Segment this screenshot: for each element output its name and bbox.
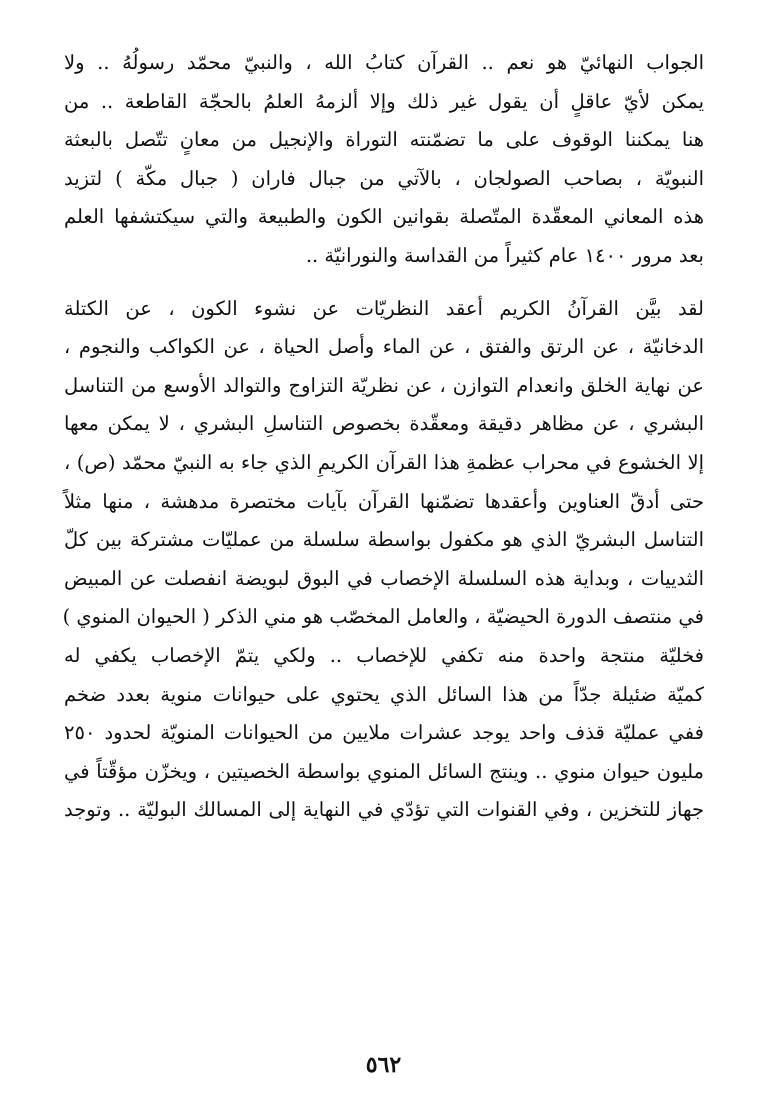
text-line: الجواب النهائيّ هو نعم .. القرآن كتابُ الله ، والنبيّ محمّد رسولُهُ .. ولا bbox=[64, 51, 704, 74]
text-line: في منتصف الدورة الحيضيّة ، والعامل المخصّب هو مني الذكر ( الحيوان المنوي ) bbox=[62, 605, 704, 629]
text-line: الثدييات ، وبداية هذه السلسلة الإخصاب في البوق لبويضة انفصلت عن المبيض bbox=[64, 566, 704, 590]
text-line: عن نهاية الخلق وانعدام التوازن ، عن نظريّة التزاوج والتوالد الأوسع من التناسل bbox=[64, 373, 704, 397]
paragraph-1 bbox=[64, 44, 704, 276]
text-line: لقد بيَّن القرآنُ الكريم أعقد النظريّات عن نشوء الكون ، عن الكتلة bbox=[64, 296, 704, 320]
page-number: ٥٦٢ bbox=[365, 1052, 402, 1078]
text-line: ففي عمليّة قذف واحد يوجد عشرات ملايين من الحيوانات المنويّة لحدود ٢٥٠ bbox=[64, 721, 704, 745]
text-line: هذه المعاني المعقّدة المتّصلة بقوانين الكون والطبيعة والتي سيكتشفها العلم bbox=[64, 205, 704, 229]
text-line: البشري ، عن مظاهر دقيقة ومعقّدة بخصوص التناسلِ البشري ، لا يمكن معها bbox=[64, 412, 704, 436]
text-line: كميّة ضئيلة جدّاً من هذا السائل الذي يحتوي على حيوانات منوية بعدد ضخم bbox=[64, 682, 704, 706]
text-line: جهاز للتخزين ، وفي القنوات التي تؤدّي في النهاية إلى المسالك البوليّة .. وتوجد bbox=[64, 798, 704, 822]
text-line: مليون حيوان منوي .. وينتج السائل المنوي بواسطة الخصيتين ، ويخزّن مؤقّتاً في bbox=[64, 759, 704, 783]
paragraph-2 bbox=[64, 290, 704, 830]
text-line: بعد مرور ١٤٠٠ عام كثيراً من القداسة والنورانيّة .. bbox=[305, 243, 704, 267]
text-line: فخليّة منتجة واحدة منه تكفي للإخصاب .. ولكي يتمّ الإخصاب يكفي له bbox=[64, 643, 704, 667]
text-line: إلا الخشوع في محراب عظمةِ هذا القرآن الكريمِ الذي جاء به النبيّ محمّد (ص) ، bbox=[64, 450, 704, 474]
document-page bbox=[64, 44, 704, 830]
text-line: حتى أدقّ العناوين وأعقدها تضمّنها القرآن بآيات مختصرة مدهشة ، منها مثلاً bbox=[64, 489, 704, 513]
text-line: النبويّة ، بصاحب الصولجان ، بالآتي من جبال فاران ( جبال مكّة ) لتزيد bbox=[64, 166, 704, 190]
text-line: يمكن لأيّ عاقلٍ أن يقول غير ذلك وإلا ألزمهُ العلمُ بالحجّة القاطعة .. من bbox=[64, 89, 704, 113]
text-line: هنا يمكننا الوقوف على ما تضمّنته التوراة والإنجيل من معانٍ تتّصل بالبعثة bbox=[64, 128, 704, 152]
text-line: التناسل البشريّ الذي هو مكفول بواسطة سلسلة من عمليّات مشتركة بين كلّ bbox=[64, 528, 704, 552]
text-line: الدخانيّة ، عن الرتق والفتق ، عن الماء وأصل الحياة ، عن الكواكب والنجوم ، bbox=[64, 335, 704, 359]
